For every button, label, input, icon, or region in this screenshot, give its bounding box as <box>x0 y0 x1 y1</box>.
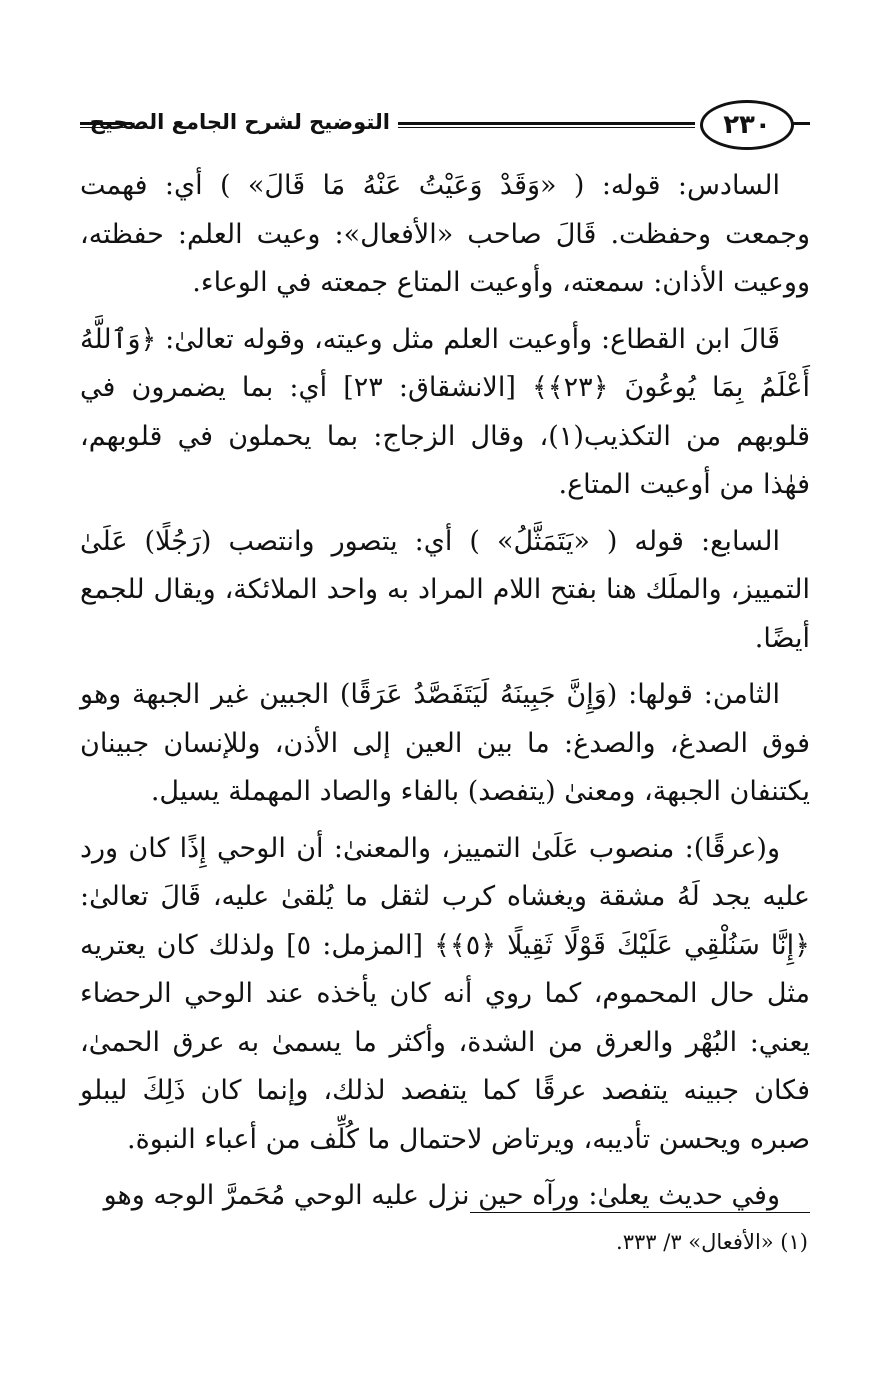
footnote-area <box>80 1212 810 1259</box>
page-number: ٢٣٠ <box>700 100 794 150</box>
header-rule-right <box>792 122 810 125</box>
running-header <box>80 78 810 158</box>
paragraph-araqan: و(عرقًا): منصوب عَلَىٰ التمييز، والمعنىٰ: أن الوحي إِذًا كان ورد عليه يجد لَهُ مشقة ويغشاه كرب لثقل ما يُلقىٰ عليه، قَالَ تعالىٰ: ﴿إِنَّا سَنُلْقِي عَلَيْكَ قَوْلًا ثَقِيلًا ﴿٥﴾﴾ [المزمل: ٥] ولذلك كان يعتريه مثل حال المحموم، كما روي أنه كان يأخذه عند الوحي الرحضاء يعني: البُهْر والعرق من الشدة، وأكثر ما يسمىٰ به عرق الحمىٰ، فكان جبينه يتفصد عرقًا كما يتفصد لذلك، وإنما كان ذَلِكَ ليبلو صبره ويحسن تأديبه، ويرتاض لاحتمال ما كُلِّف من أعباء النبوة. <box>80 832 810 1155</box>
paragraph-yala-hadith: وفي حديث يعلىٰ: ورآه حين نزل عليه الوحي مُحَمرَّ الوجه وهو <box>103 1180 780 1211</box>
footnote-separator <box>470 1212 810 1213</box>
book-page <box>80 78 810 1229</box>
paragraph-eighth: الثامن: قولها: (وَإِنَّ جَبِينَهُ لَيَتَفَصَّدُ عَرَقًا) الجبين غير الجبهة وهو فوق الصدغ، والصدغ: ما بين العين إلى الأذن، وللإنسان جبينان يكتنفان الجبهة، ومعنىٰ (يتفصد) بالفاء والصاد المهملة يسيل. <box>80 679 810 807</box>
paragraph-ibn-al-qatta: قَالَ ابن القطاع: وأوعيت العلم مثل وعيته، وقوله تعالىٰ: ﴿وَٱللَّهُ أَعْلَمُ بِمَا يُوعُونَ ﴿٢٣﴾﴾ [الانشقاق: ٢٣] أي: بما يضمرون في قلوبهم من التكذيب(١)، وقال الزجاج: بما يحملون في قلوبهم، فهٰذا من أوعيت المتاع. <box>80 323 810 500</box>
footnote: (١) «الأفعال» ٣/ ٣٣٣. <box>616 1230 808 1254</box>
paragraph-sixth: السادس: قوله: ( «وَقَدْ وَعَيْتُ عَنْهُ مَا قَالَ» ) أي: فهمت وجمعت وحفظت. قَالَ صاحب «الأفعال»: وعيت العلم: حفظته، ووعيت الأذان: سمعته، وأوعيت المتاع جمعته في الوعاء. <box>80 170 810 298</box>
header-rule-middle <box>398 122 695 128</box>
running-title: التوضيح لشرح الجامع الصحيح <box>89 110 390 134</box>
body-text <box>80 162 810 1221</box>
paragraph-seventh: السابع: قوله ( «يَتَمَثَّلُ» ) أي: يتصور وانتصب (رَجُلًا) عَلَىٰ التمييز، والملَك هنا بفتح اللام المراد به واحد الملائكة، ويقال للجمع أيضًا. <box>80 525 811 654</box>
